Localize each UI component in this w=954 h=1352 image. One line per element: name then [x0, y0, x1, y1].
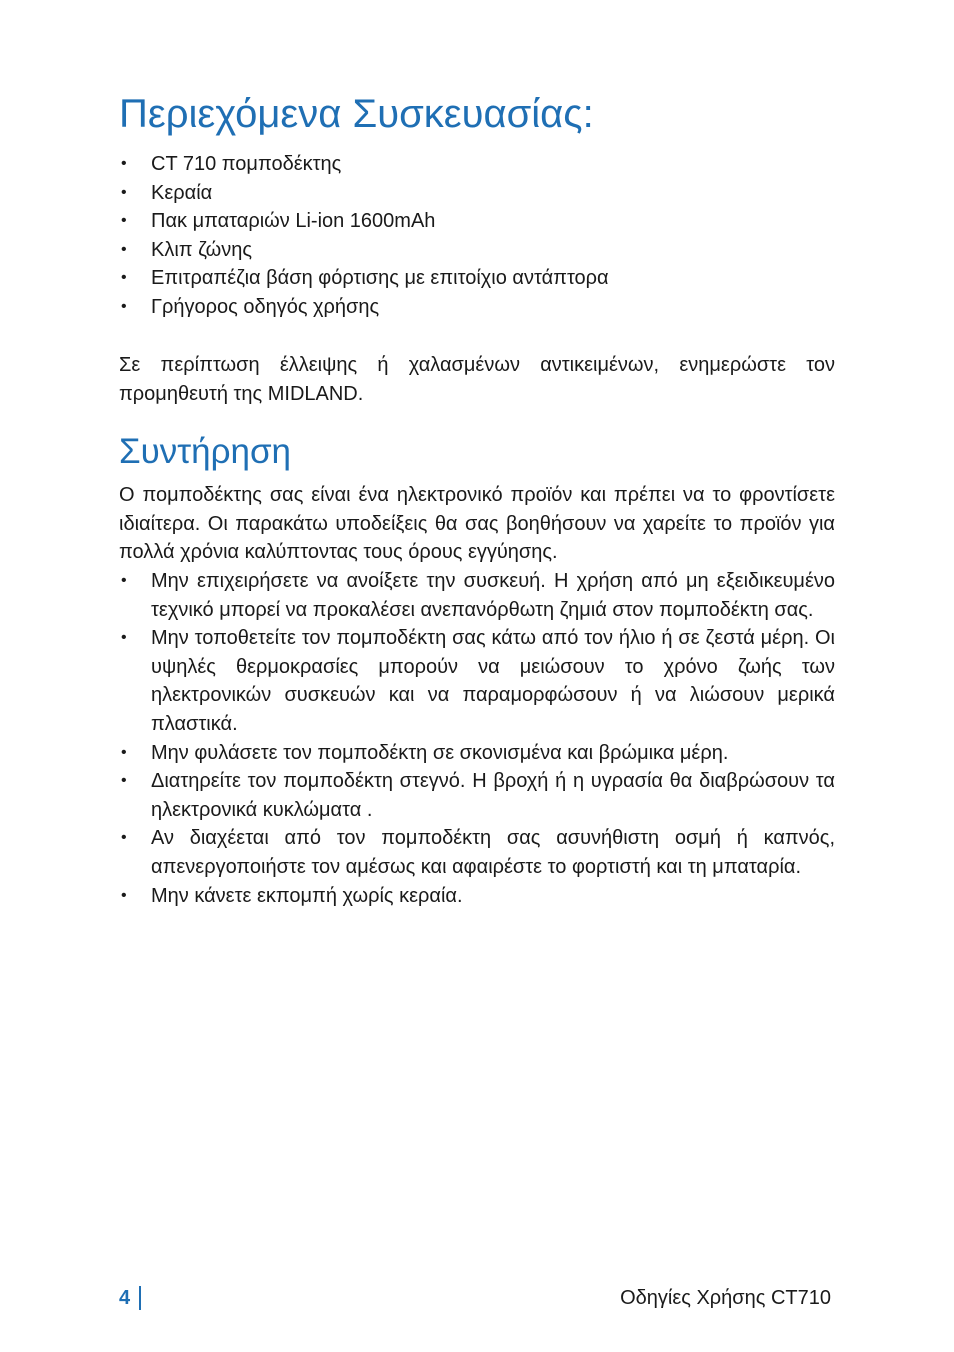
package-contents-heading: Περιεχόμενα Συσκευασίας:	[119, 92, 594, 136]
list-item: • Επιτραπέζια βάση φόρτισης με επιτοίχιο αντάπτορα	[119, 264, 835, 293]
page-number: 4	[119, 1287, 131, 1309]
list-item: • Κεραία	[119, 179, 835, 208]
maintenance-heading: Συντήρηση	[119, 432, 292, 471]
manual-title: Οδηγίες Χρήσης CT710	[620, 1287, 831, 1309]
page-number-separator	[139, 1286, 141, 1310]
package-contents-list	[119, 150, 835, 322]
maintenance-list	[119, 567, 835, 910]
list-item: • Μην φυλάσετε τον πομποδέκτη σε σκονισμένα και βρώμικα μέρη.	[119, 739, 835, 768]
maintenance-intro: Ο πομποδέκτης σας είναι ένα ηλεκτρονικό προϊόν και πρέπει να το φροντίσετε ιδιαίτερα. Οι παρακάτω υποδείξεις θα σας βοηθήσουν να χαρείτε το προϊόν για πολλά χρόνια καλύπτοντας τους όρους εγγύησης.	[119, 484, 835, 564]
list-item: • Αν διαχέεται από τον πομποδέκτη σας ασυνήθιστη οσμή ή καπνός, απενεργοποιήστε τον αμέσως και αφαιρέστε το φορτιστή και τη μπαταρία.	[119, 824, 835, 881]
page-footer	[119, 1284, 835, 1312]
list-item: • Γρήγορος οδηγός χρήσης	[119, 293, 835, 322]
list-item: • CT 710 πομποδέκτης	[119, 150, 835, 179]
list-item: • Μην τοποθετείτε τον πομποδέκτη σας κάτω από τον ήλιο ή σε ζεστά μέρη. Οι υψηλές θερμοκρασίες μπορούν να μειώσουν το χρόνο ζωής των ηλεκτρονικών συσκευών και να παραμορφώσουν ή να λιώσουν μερικά πλαστικά.	[119, 624, 835, 738]
list-item: • Διατηρείτε τον πομποδέκτη στεγνό. Η βροχή ή η υγρασία θα διαβρώσουν τα ηλεκτρονικά κυκλώματα .	[119, 767, 835, 824]
list-item: • Μην επιχειρήσετε να ανοίξετε την συσκευή. Η χρήση από μη εξειδικευμένο τεχνικό μπορεί να προκαλέσει ανεπανόρθωτη ζημιά στον πομποδέκτη σας.	[119, 567, 835, 624]
list-item: • Μην κάνετε εκπομπή χωρίς κεραία.	[119, 882, 835, 911]
list-item: • Πακ μπαταριών Li-ion 1600mAh	[119, 207, 835, 236]
list-item: • Κλιπ ζώνης	[119, 236, 835, 265]
missing-items-note: Σε περίπτωση έλλειψης ή χαλασμένων αντικειμένων, ενημερώστε τον προμηθευτή της MIDLAND.	[119, 354, 835, 405]
